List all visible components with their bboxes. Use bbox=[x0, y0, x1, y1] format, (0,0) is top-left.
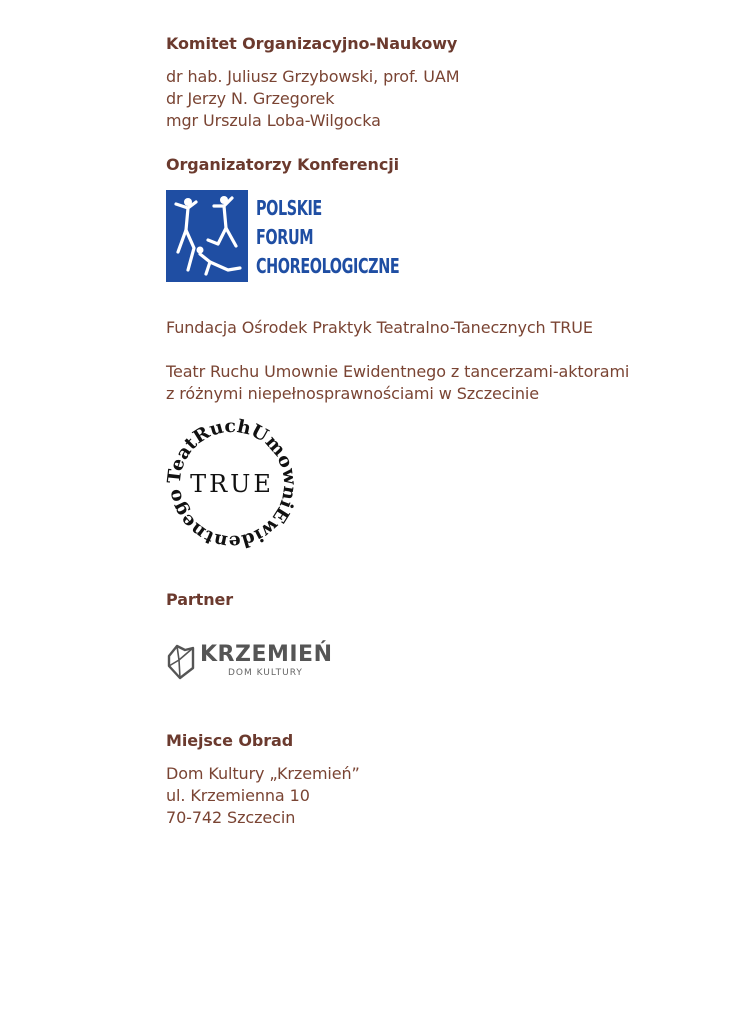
committee-member: dr Jerzy N. Grzegorek bbox=[166, 89, 335, 108]
krzemien-logo-subtitle: DOM KULTURY bbox=[228, 668, 303, 678]
pfc-logo bbox=[166, 190, 400, 284]
true-logo-ring-text: eatRuchUmo niEwidentnego bbox=[166, 418, 298, 550]
venue-line: ul. Krzemienna 10 bbox=[166, 786, 310, 805]
pfc-logo-line: POLSKIE bbox=[256, 196, 322, 220]
venue-heading: Miejsce Obrad bbox=[166, 731, 294, 750]
pfc-logo-line: FORUM bbox=[256, 225, 314, 249]
committee-member: mgr Urszula Loba-Wilgocka bbox=[166, 111, 381, 130]
pfc-logo-text bbox=[256, 194, 399, 281]
theatre-name-line: Teatr Ruchu Umownie Ewidentnego z tancerzami-aktorami bbox=[166, 362, 630, 381]
dancers-icon bbox=[166, 190, 248, 282]
krzemien-logo-name: KRZEMIEŃ bbox=[200, 642, 333, 667]
theatre-name-line: z różnymi niepełnosprawnościami w Szczecinie bbox=[166, 384, 539, 403]
foundation-name: Fundacja Ośrodek Praktyk Teatralno-Tanecznych TRUE bbox=[166, 318, 593, 337]
pfc-logo-line: CHOREOLOGICZNE bbox=[256, 254, 400, 278]
partner-heading: Partner bbox=[166, 590, 234, 609]
true-logo-center: TRUE bbox=[190, 470, 274, 498]
stone-icon bbox=[166, 642, 196, 682]
venue-line: 70-742 Szczecin bbox=[166, 808, 296, 827]
committee-heading: Komitet Organizacyjno-Naukowy bbox=[166, 34, 458, 53]
committee-member: dr hab. Juliusz Grzybowski, prof. UAM bbox=[166, 67, 460, 86]
organizers-heading: Organizatorzy Konferencji bbox=[166, 155, 399, 174]
krzemien-logo bbox=[166, 638, 336, 682]
venue-line: Dom Kultury „Krzemień” bbox=[166, 764, 360, 783]
true-logo bbox=[166, 418, 298, 550]
